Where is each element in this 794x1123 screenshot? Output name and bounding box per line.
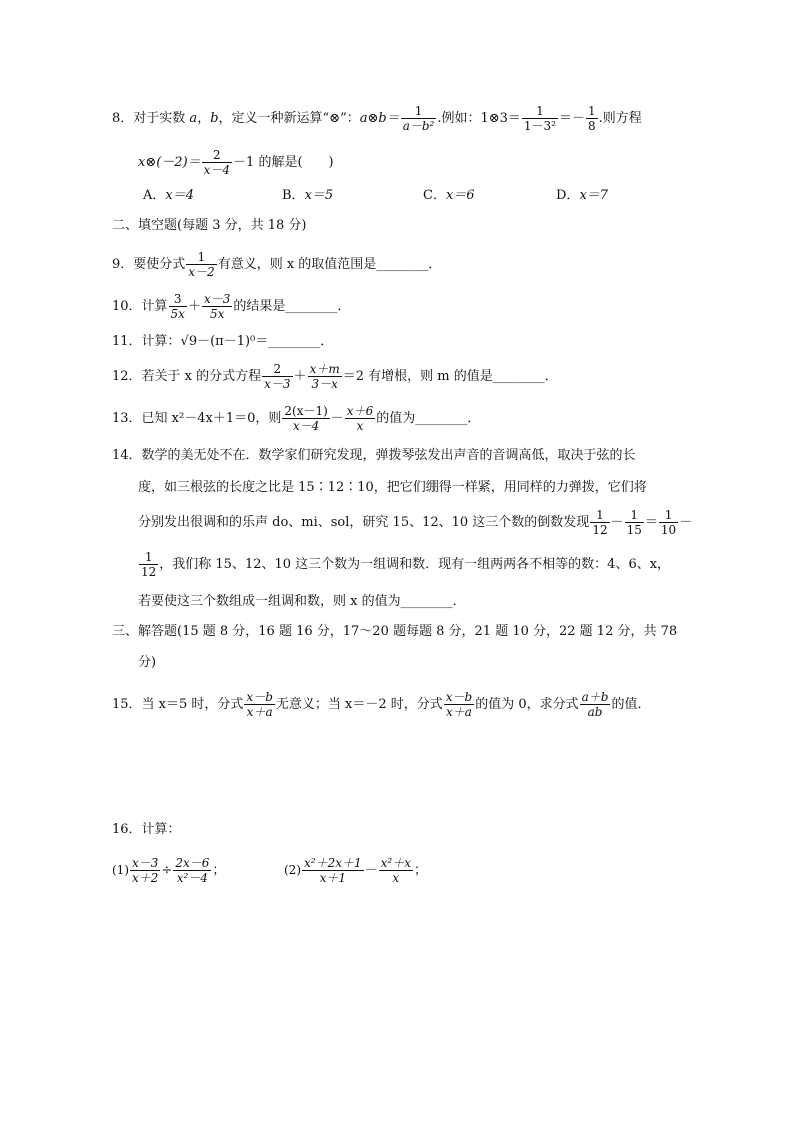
q15-fraction-1: $\frac{x-b}{x+a}$ [246,690,273,719]
question-10: 10．计算 $\frac{3}{5x}$ ＋ $\frac{x-3}{5x}$ 的结果是________． [112,292,351,321]
question-14-line2: 度，如三根弦的长度之比是 15∶12∶10，把它们绷得一样紧，用同样的力弹拨，它们将 [138,480,647,495]
question-12: 12．若关于 x 的分式方程 $\frac{2}{x-3}$ ＋ $\frac{x+m}{3-x}$ ＝2 有增根，则 m 的值是________． [112,362,558,391]
q8-example-fraction: $\frac{1}{\text{1－3²}}$ [523,104,557,133]
q15-fraction-3: $\frac{a+b}{ab}$ [581,690,609,719]
question-14-line3: 分别发出很调和的乐声 do、mi、sol，研究 15、12、10 这三个数的倒数发现 $\frac{1}{12}$ － $\frac{1}{15}$ ＝ $\frac{1}{10}$ － [138,508,693,537]
q12-fraction-1: $\frac{2}{x-3}$ [264,362,291,391]
q16-p2-fraction-1: $\frac{\text{x²＋2x＋1}}{x+1}$ [304,856,362,885]
question-8-line2: x⊗(－2)＝ $\frac{2}{x-4}$ －1 的解是( ) [138,148,334,177]
q16-part-2: (2) $\frac{\text{x²＋2x＋1}}{x+1}$ － $\frac{\text{x²＋x}}{x}$ ； [284,856,428,885]
question-8-line1: 8．对于实数 a，b，定义一种新运算“⊗”：a⊗b＝ $\frac{1}{\text{a－b²}}$ .例如：1⊗3＝ $\frac{1}{\text{1－3²}}$ ＝－ $\frac{1}{8}$ .则方程 [112,104,642,133]
q15-fraction-2: $\frac{x-b}{x+a}$ [445,690,473,719]
q14-fraction-4: $\frac{1}{12}$ [141,550,157,579]
q8-number: 8． [112,111,134,126]
question-14-line1: 14．数学的美无处不在．数学家们研究发现，弹拨琴弦发出声音的音调高低，取决于弦的长 [112,448,636,463]
question-14-line5: 若要使这三个数组成一组调和数，则 x 的值为________． [138,594,466,609]
q14-fraction-2: $\frac{1}{15}$ [626,508,642,537]
q8-example-result-fraction: $\frac{1}{8}$ [588,104,596,133]
question-15: 15．当 x＝5 时，分式 $\frac{x-b}{x+a}$ 无意义；当 x＝－2 时，分式 $\frac{x-b}{x+a}$ 的值为 0，求分式 $\frac{a+b}{ab}$ 的值． [112,690,651,719]
q8-option-d[interactable]: D．x＝7 [556,188,609,203]
question-9: 9．要使分式 $\frac{1}{x-2}$ 有意义，则 x 的取值范围是________． [112,250,442,279]
section-3-heading: 三、解答题(15 题 8 分，16 题 16 分，17～20 题每题 8 分，21 题 10 分，22 题 12 分，共 78 [112,624,678,639]
question-13: 13．已知 x²－4x＋1＝0，则 $\frac{2(x-1)}{x-4}$ － $\frac{x+6}{x}$ 的值为________． [112,404,481,433]
q16-part-1: (1) $\frac{x-3}{x+2}$ ÷ $\frac{2x-6}{\text{x²－4}}$ ； [112,856,226,885]
q16-p1-fraction-1: $\frac{x-3}{x+2}$ [132,856,159,885]
q8-equation-fraction: $\frac{2}{x-4}$ [203,148,231,177]
question-14-line4: $\frac{1}{12}$ ，我们称 15、12、10 这三个数为一组调和数．现有一组两两各不相等的数：4、6、x， [141,550,671,579]
q14-fraction-3: $\frac{1}{10}$ [660,508,677,537]
question-11: 11．计算：√9－(π－1)⁰＝________． [112,334,334,349]
q8-option-c[interactable]: C．x＝6 [423,188,475,203]
section-2-heading: 二、填空题(每题 3 分，共 18 分) [112,218,307,233]
q8-option-b[interactable]: B．x＝5 [282,188,334,203]
q16-p2-fraction-2: $\frac{\text{x²＋x}}{x}$ [380,856,411,885]
q12-fraction-2: $\frac{x+m}{3-x}$ [309,362,340,391]
q8-definition-fraction: $\frac{1}{\text{a－b²}}$ [402,104,435,133]
q16-p1-fraction-2: $\frac{2x-6}{\text{x²－4}}$ [175,856,210,885]
q10-fraction-2: $\frac{x-3}{5x}$ [203,292,231,321]
section-3-heading-cont: 分) [138,655,157,670]
q8-option-a[interactable]: A．x＝4 [143,188,194,203]
question-16-title: 16．计算： [112,822,181,837]
q9-fraction: $\frac{1}{x-2}$ [188,250,215,279]
q14-fraction-1: $\frac{1}{12}$ [592,508,608,537]
q13-fraction-1: $\frac{2(x-1)}{x-4}$ [284,404,328,433]
q13-fraction-2: $\frac{x+6}{x}$ [346,404,374,433]
q10-fraction-1: $\frac{3}{5x}$ [170,292,185,321]
